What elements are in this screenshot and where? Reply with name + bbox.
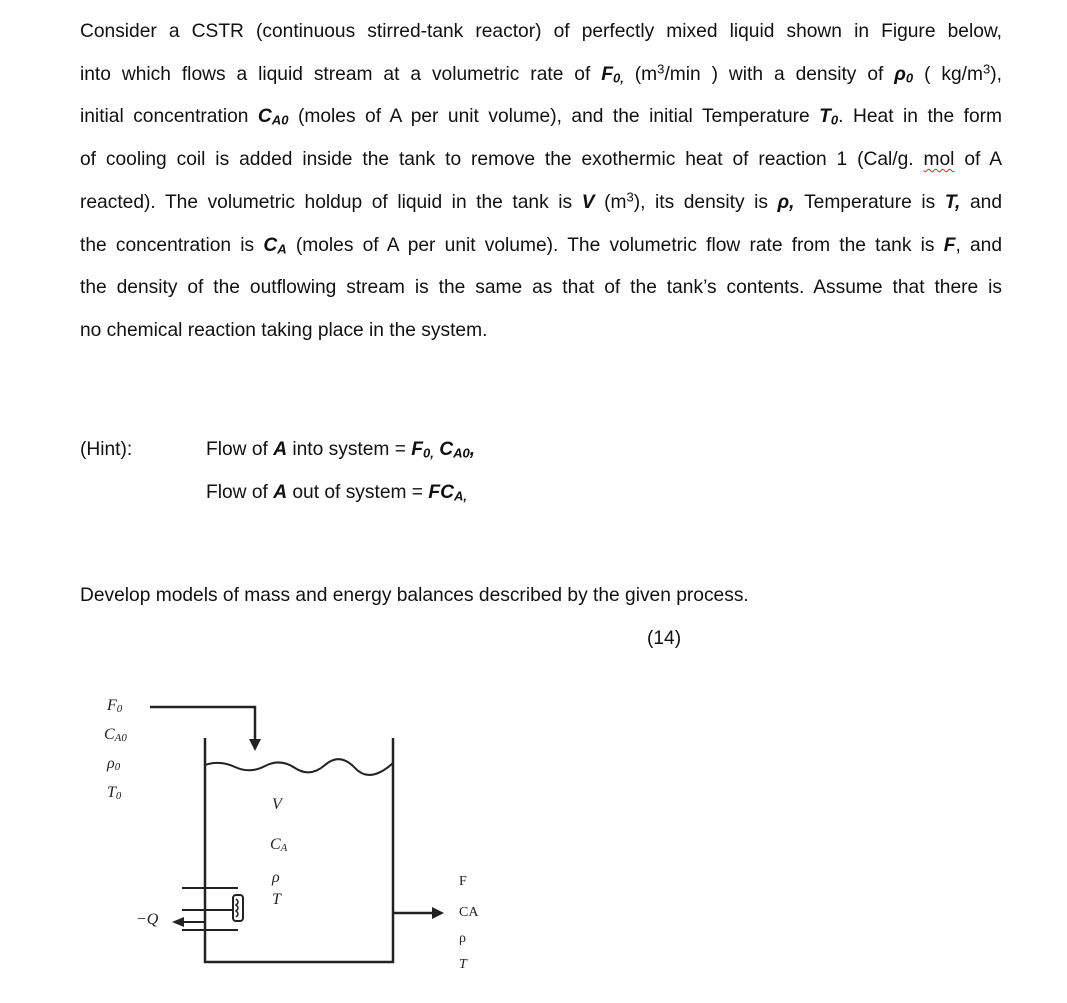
var-ca0: $C_{A0}$: [257, 106, 289, 129]
statement-line-8: no chemical reaction taking place in the system.: [80, 319, 488, 341]
statement-line-3: initial concentration $C_{A0}$ (moles of A per unit volume), and the initial Temperature $T_0$. Heat in the form: [80, 106, 1002, 129]
tank-t-label: T: [272, 891, 281, 908]
tank-wall: [205, 738, 393, 962]
tank-rho-label: ρ: [272, 869, 280, 886]
outlet-ca-label: CA: [459, 905, 479, 920]
inlet-t0-label: $T_0$: [107, 784, 122, 803]
spellcheck-mol: mol: [923, 149, 955, 171]
tank-v-label: V: [272, 796, 282, 813]
statement-line-5: reacted). The volumetric holdup of liquid in the tank is V $(m^3)$, its density is ρ, Temperature is T, and: [80, 189, 1002, 213]
var-v: V: [581, 191, 595, 213]
statement-line-1: Consider a CSTR (continuous stirred-tank reactor) of perfectly mixed liquid shown in Figure below,: [80, 21, 1002, 42]
statement-line-2: into which flows a liquid stream at a volumetric rate of $F_{0,}$ ($m^3/\min$ ) with a density of $\rho_0$ ( $kg/m^3$),: [80, 61, 1002, 86]
outlet-arrow-icon: [432, 907, 444, 919]
var-f: F: [943, 234, 956, 256]
var-rho: ρ,: [777, 191, 795, 213]
outlet-rho-label: ρ: [459, 931, 466, 946]
hint-label: (Hint):: [80, 439, 133, 460]
inlet-rho0-label: $\rho_0$: [107, 755, 121, 774]
task-text: Develop models of mass and energy balances described by the given process.: [80, 585, 749, 606]
tank-ca-label: $C_A$: [270, 836, 288, 855]
statement-line-4: of cooling coil is added inside the tank to remove the exothermic heat of reaction 1 (Cal/g. mol of A: [80, 149, 1003, 171]
var-t: T,: [944, 191, 961, 213]
inlet-f0-label: $F_0$: [107, 697, 123, 716]
var-f0: $F_{0,}$: [601, 63, 624, 86]
heat-arrow-icon: [172, 917, 184, 927]
hint-flow-out: Flow of A out of system = $FC_{A,}$: [206, 482, 467, 504]
var-ca: $C_A$: [263, 234, 287, 257]
statement-line-6: the concentration is $C_A$ (moles of A per unit volume). The volumetric flow rate from the tank is F, and: [80, 234, 1002, 257]
liquid-surface: [205, 759, 393, 775]
inlet-ca0-label: $C_{A0}$: [104, 726, 127, 745]
statement-line-7: the density of the outflowing stream is the same as that of the tank’s contents. Assume that there is: [80, 277, 1002, 299]
inlet-pipe: [150, 707, 255, 745]
inlet-arrow-icon: [249, 739, 261, 751]
heat-q-label: −Q: [136, 911, 159, 928]
outlet-t-label: T: [459, 957, 467, 972]
var-t0: $T_0$: [819, 106, 839, 129]
marks-label: (14): [647, 628, 682, 649]
outlet-f-label: F: [459, 874, 467, 889]
var-rho0: $\rho_0$: [894, 63, 914, 86]
hint-flow-in: Flow of A into system = $F_{0,}$ $C_{A0}$,: [206, 439, 476, 461]
